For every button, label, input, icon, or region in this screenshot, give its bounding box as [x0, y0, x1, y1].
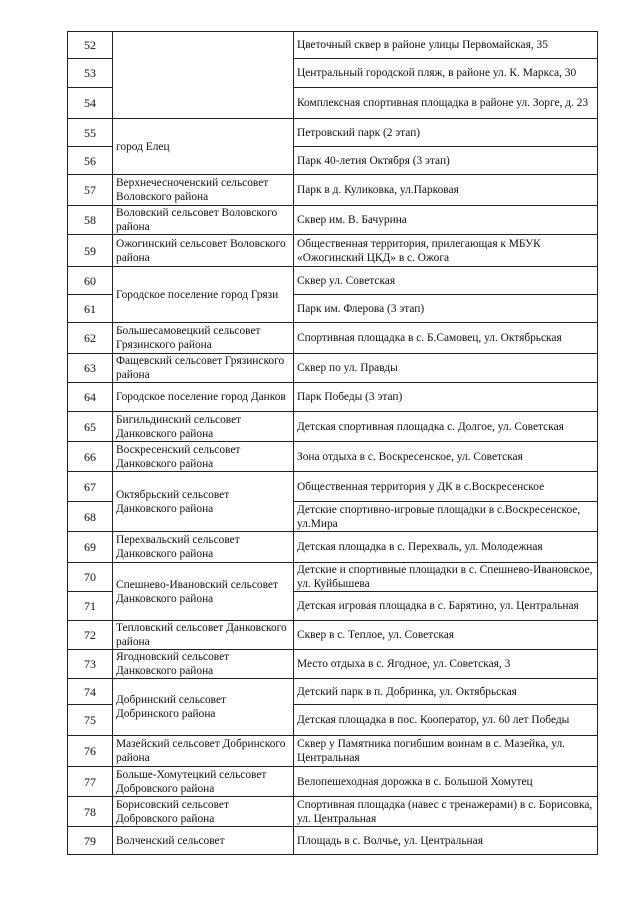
- object-cell: Детская спортивная площадка с. Долгое, ул. Советская: [294, 412, 598, 442]
- municipality-cell: Октябрьский сельсовет Данковского района: [113, 472, 294, 532]
- table-row: [68, 235, 598, 267]
- municipality-cell: Воловский сельсовет Воловского района: [113, 206, 294, 235]
- row-number: 67: [68, 472, 113, 502]
- municipality-cell: Городское поселение город Грязи: [113, 267, 294, 323]
- object-cell: Детская игровая площадка в с. Барятино, ул. Центральная: [294, 592, 598, 621]
- municipality-cell: город Елец: [113, 119, 294, 175]
- municipality-cell: Городское поселение город Данков: [113, 383, 294, 412]
- object-cell: Сквер у Памятника погибшим воинам в с. Мазейка, ул. Центральная: [294, 736, 598, 767]
- table-row: [68, 563, 598, 592]
- municipality-cell: Ожогинский сельсовет Воловского района: [113, 235, 294, 267]
- table-row: [68, 827, 598, 855]
- object-cell: Парк 40-летия Октября (3 этап): [294, 147, 598, 175]
- object-cell: Парк Победы (3 этап): [294, 383, 598, 412]
- objects-table: [67, 31, 598, 855]
- object-cell: Детский парк в п. Добринка, ул. Октябрьская: [294, 679, 598, 705]
- object-cell: Сквер по ул. Правды: [294, 354, 598, 383]
- table-row: [68, 267, 598, 295]
- row-number: 71: [68, 592, 113, 621]
- object-cell: Велопешеходная дорожка в с. Большой Хомутец: [294, 767, 598, 797]
- row-number: 79: [68, 827, 113, 855]
- row-number: 58: [68, 206, 113, 235]
- table-row: [68, 472, 598, 502]
- row-number: 64: [68, 383, 113, 412]
- row-number: 65: [68, 412, 113, 442]
- municipality-cell: Мазейский сельсовет Добринского района: [113, 736, 294, 767]
- table-row: [68, 767, 598, 797]
- table-row: [68, 206, 598, 235]
- table-row: [68, 797, 598, 827]
- municipality-cell: Борисовский сельсовет Добровского района: [113, 797, 294, 827]
- object-cell: Сквер в с. Теплое, ул. Советская: [294, 621, 598, 650]
- row-number: 60: [68, 267, 113, 295]
- row-number: 74: [68, 679, 113, 705]
- object-cell: Детская площадка в с. Перехваль, ул. Молодежная: [294, 532, 598, 563]
- municipality-cell: [113, 32, 294, 119]
- municipality-cell: Тепловский сельсовет Данковского района: [113, 621, 294, 650]
- municipality-cell: Воскресенский сельсовет Данковского района: [113, 442, 294, 472]
- object-cell: Петровский парк (2 этап): [294, 119, 598, 147]
- object-cell: Детские и спортивные площадки в с. Спешнево-Ивановское, ул. Куйбышева: [294, 563, 598, 592]
- row-number: 53: [68, 59, 113, 88]
- table-row: [68, 736, 598, 767]
- row-number: 73: [68, 650, 113, 679]
- municipality-cell: Волченский сельсовет: [113, 827, 294, 855]
- row-number: 54: [68, 88, 113, 119]
- row-number: 62: [68, 323, 113, 354]
- object-cell: Центральный городской пляж, в районе ул. К. Маркса, 30: [294, 59, 598, 88]
- object-cell: Цветочный сквер в районе улицы Первомайская, 35: [294, 32, 598, 59]
- row-number: 66: [68, 442, 113, 472]
- row-number: 75: [68, 705, 113, 736]
- table-row: [68, 621, 598, 650]
- object-cell: Общественная территория, прилегающая к МБУК «Ожогинский ЦКД» в с. Ожога: [294, 235, 598, 267]
- municipality-cell: Больше-Хомутецкий сельсовет Добровского района: [113, 767, 294, 797]
- row-number: 77: [68, 767, 113, 797]
- table-row: [68, 679, 598, 705]
- object-cell: Комплексная спортивная площадка в районе ул. Зорге, д. 23: [294, 88, 598, 119]
- row-number: 56: [68, 147, 113, 175]
- table-row: [68, 354, 598, 383]
- object-cell: Зона отдыха в с. Воскресенское, ул. Советская: [294, 442, 598, 472]
- row-number: 78: [68, 797, 113, 827]
- object-cell: Парк в д. Куликовка, ул.Парковая: [294, 175, 598, 206]
- municipality-cell: Добринский сельсовет Добринского района: [113, 679, 294, 736]
- object-cell: Сквер им. В. Бачурина: [294, 206, 598, 235]
- object-cell: Детские спортивно-игровые площадки в с.Воскресенское, ул.Мира: [294, 502, 598, 532]
- municipality-cell: Фащевский сельсовет Грязинского района: [113, 354, 294, 383]
- table-row: [68, 532, 598, 563]
- table-row: [68, 442, 598, 472]
- table-row: [68, 323, 598, 354]
- row-number: 52: [68, 32, 113, 59]
- row-number: 63: [68, 354, 113, 383]
- municipality-cell: Ягодновский сельсовет Данковского района: [113, 650, 294, 679]
- row-number: 69: [68, 532, 113, 563]
- object-cell: Сквер ул. Советская: [294, 267, 598, 295]
- municipality-cell: Перехвальский сельсовет Данковского района: [113, 532, 294, 563]
- object-cell: Площадь в с. Волчье, ул. Центральная: [294, 827, 598, 855]
- table-row: [68, 119, 598, 147]
- object-cell: Место отдыха в с. Ягодное, ул. Советская, 3: [294, 650, 598, 679]
- row-number: 76: [68, 736, 113, 767]
- row-number: 72: [68, 621, 113, 650]
- object-cell: Общественная территория у ДК в с.Воскресенское: [294, 472, 598, 502]
- row-number: 70: [68, 563, 113, 592]
- object-cell: Детская площадка в пос. Кооператор, ул. 60 лет Победы: [294, 705, 598, 736]
- municipality-cell: Верхнечесноченский сельсовет Воловского района: [113, 175, 294, 206]
- row-number: 61: [68, 295, 113, 323]
- row-number: 57: [68, 175, 113, 206]
- table-row: [68, 175, 598, 206]
- row-number: 59: [68, 235, 113, 267]
- object-cell: Парк им. Флерова (3 этап): [294, 295, 598, 323]
- object-cell: Спортивная площадка (навес с тренажерами) в с. Борисовка, ул. Центральная: [294, 797, 598, 827]
- table-row: [68, 383, 598, 412]
- municipality-cell: Большесамовецкий сельсовет Грязинского района: [113, 323, 294, 354]
- row-number: 68: [68, 502, 113, 532]
- row-number: 55: [68, 119, 113, 147]
- municipality-cell: Бигильдинский сельсовет Данковского района: [113, 412, 294, 442]
- table-row: [68, 412, 598, 442]
- table-row: [68, 650, 598, 679]
- municipality-cell: Спешнево-Ивановский сельсовет Данковского района: [113, 563, 294, 621]
- object-cell: Спортивная площадка в с. Б.Самовец, ул. Октябрьская: [294, 323, 598, 354]
- table-row: [68, 32, 598, 59]
